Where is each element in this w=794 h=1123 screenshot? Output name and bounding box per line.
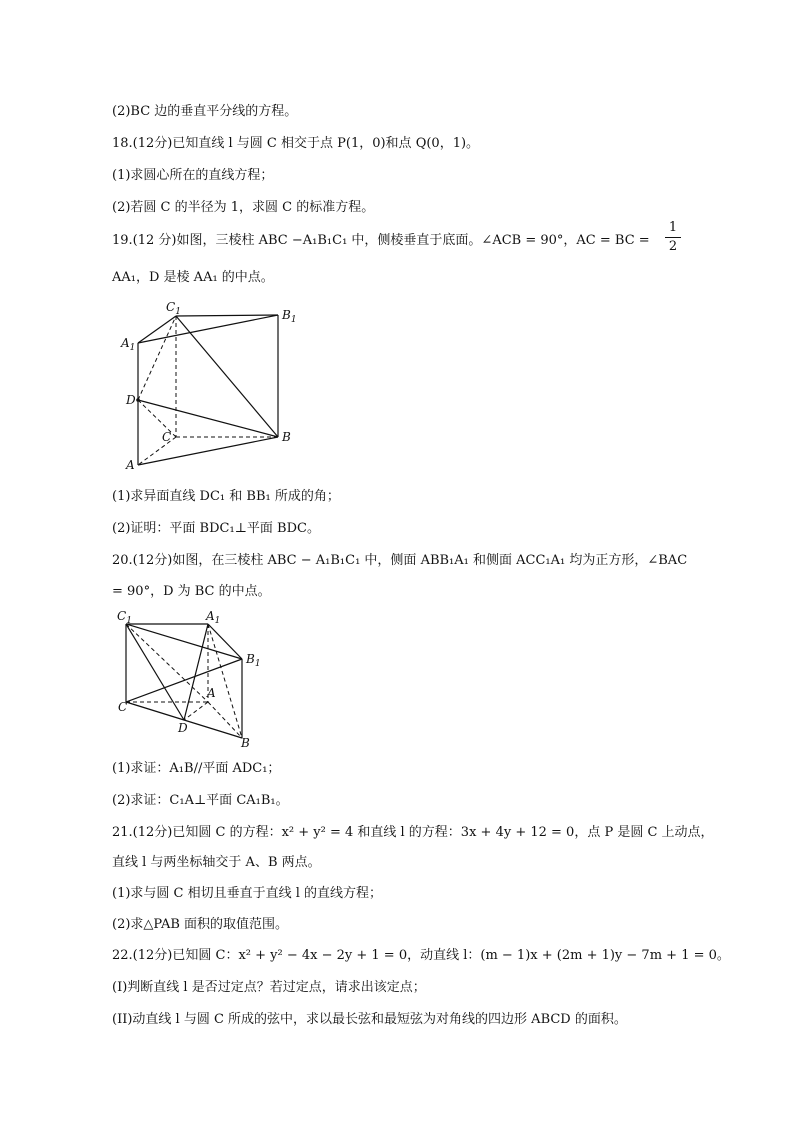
label-b1: $B_1$ — [246, 652, 261, 669]
fraction-denominator: 2 — [668, 239, 678, 254]
q19-part1: (1)求异面直线 DC₁ 和 BB₁ 所成的角； — [112, 489, 340, 504]
fraction-bar — [665, 237, 681, 238]
label-b1: $B_1$ — [282, 308, 297, 325]
q21-stem: 21.(12分)已知圆 C 的方程：x² + y² = 4 和直线 l 的方程：3x + 4y + 12 = 0，点 P 是圆 C 上动点， — [112, 825, 714, 840]
label-b: B — [241, 736, 250, 750]
q20-part2: (2)求证：C₁A⊥平面 CA₁B₁。 — [112, 793, 289, 808]
point-d — [136, 398, 140, 402]
q22-stem: 22.(12分)已知圆 C：x² + y² − 4x − 2y + 1 = 0，动直线 l：(m − 1)x + (2m + 1)y − 7m + 1 = 0。 — [112, 948, 730, 963]
edge-a1-d — [184, 624, 208, 720]
edge-d-b — [138, 400, 278, 437]
label-c1: $C_1$ — [166, 300, 181, 317]
q19-stem-cont: AA₁，D 是棱 AA₁ 的中点。 — [112, 270, 274, 285]
edge-a1-b1 — [138, 315, 278, 343]
fraction-numerator: 1 — [668, 220, 678, 235]
label-a: A — [126, 458, 135, 472]
label-a: A — [207, 686, 216, 700]
q18-part2: (2)若圆 C 的半径为 1，求圆 C 的标准方程。 — [112, 200, 375, 215]
figure-prism-q20 — [114, 608, 274, 750]
q17-part2: (2)BC 边的垂直平分线的方程。 — [112, 104, 298, 119]
edge-d-c1 — [138, 316, 176, 400]
label-c: C — [162, 430, 172, 444]
label-a1: $A_1$ — [121, 336, 136, 353]
q20-stem-cont: = 90°，D 为 BC 的中点。 — [112, 584, 271, 599]
edge-c1-b1 — [176, 315, 278, 316]
q21-part1: (1)求与圆 C 相切且垂直于直线 l 的直线方程； — [112, 886, 383, 901]
q19-part2: (2)证明：平面 BDC₁⊥平面 BDC。 — [112, 521, 320, 536]
figure-prism-q19 — [120, 298, 310, 473]
q18-part1: (1)求圆心所在的直线方程； — [112, 168, 274, 183]
edge-c1-a — [126, 624, 208, 702]
label-c1: $C_1$ — [117, 609, 132, 626]
label-a1: $A_1$ — [206, 609, 221, 626]
q18-stem: 18.(12分)已知直线 l 与圆 C 相交于点 P(1，0)和点 Q(0，1)。 — [112, 136, 480, 151]
edge-c1-b — [176, 316, 278, 437]
label-d: D — [178, 721, 188, 735]
q19-stem: 19.(12 分)如图，三棱柱 ABC −A₁B₁C₁ 中，侧棱垂直于底面。∠ACB = 90°，AC = BC = — [112, 233, 650, 248]
fraction-one-half — [665, 220, 681, 255]
q22-part2: (II)动直线 l 与圆 C 所成的弦中，求以最长弦和最短弦为对角线的四边形 ABCD 的面积。 — [112, 1012, 627, 1027]
q20-part1: (1)求证：A₁B//平面 ADC₁； — [112, 761, 281, 776]
q22-part1: (I)判断直线 l 是否过定点？若过定点，请求出该定点； — [112, 980, 426, 995]
q20-stem: 20.(12分)如图，在三棱柱 ABC − A₁B₁C₁ 中，侧面 ABB₁A₁ 和侧面 ACC₁A₁ 均为正方形，∠BAC — [112, 553, 688, 568]
label-d: D — [126, 393, 136, 407]
edge-a-b — [138, 437, 278, 465]
label-b: B — [282, 430, 291, 444]
q21-stem-cont: 直线 l 与两坐标轴交于 A、B 两点。 — [112, 855, 321, 870]
q21-part2: (2)求△PAB 面积的取值范围。 — [112, 917, 289, 932]
label-c: C — [118, 700, 128, 714]
